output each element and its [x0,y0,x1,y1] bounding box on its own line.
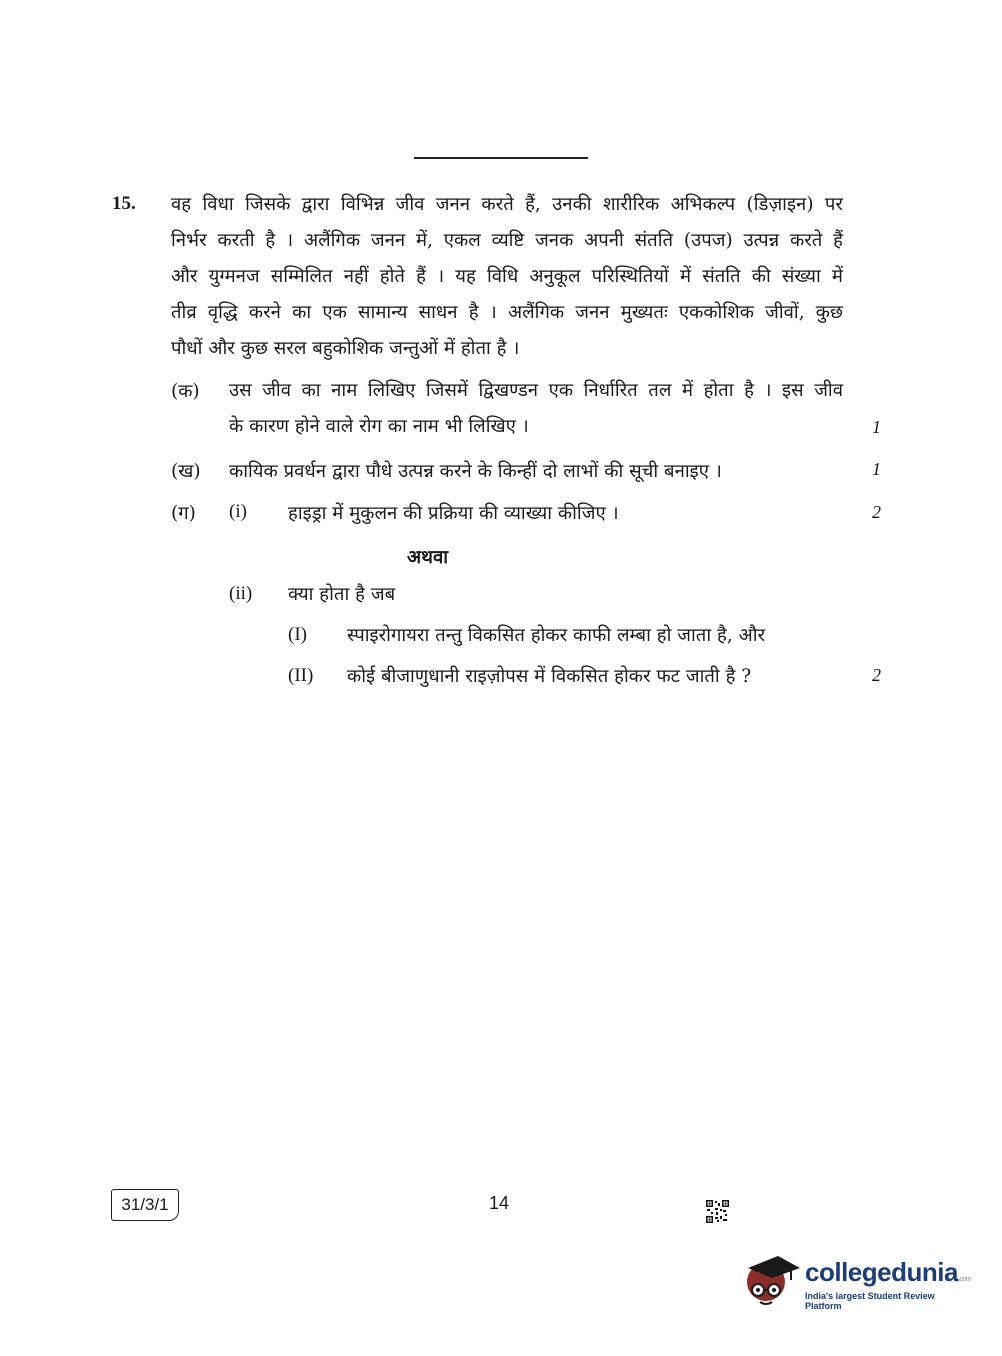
part-c-i-label: (i) [229,501,247,522]
top-divider [414,157,588,159]
logo-domain: .com [957,1276,972,1283]
part-a-line: के कारण होने वाले रोग का नाम भी लिखिए । [229,416,529,437]
intro-line: निर्भर करती है । अलैंगिक जनन में, एकल व्यष्टि जनक अपनी संतति (उपज) उत्पन्न करते हैं [171,230,843,251]
or-heading: अथवा [407,547,449,568]
part-c-ii-marks: 2 [872,665,881,685]
page-number: 14 [489,1193,510,1213]
intro-line: तीव्र वृद्धि करने का एक सामान्य साधन है । अलैंगिक जनन मुख्यतः एककोशिक जीवों, कुछ [171,302,843,323]
question-intro [171,187,843,367]
part-c-i-text: हाइड्रा में मुकुलन की प्रक्रिया की व्याख्या कीजिए । [288,503,619,524]
part-c-i-marks: 2 [872,502,881,522]
logo-name: collegedunia [805,1257,958,1287]
part-b-text: कायिक प्रवर्धन द्वारा पौधे उत्पन्न करने के किन्हीं दो लाभों की सूची बनाइए । [229,461,722,482]
collegedunia-logo [742,1250,972,1310]
sub-item-label: (I) [288,624,307,645]
part-b-label: (ख) [171,461,201,482]
paper-code: 31/3/1 [111,1189,179,1221]
sub-item-label: (II) [288,665,314,686]
part-a-marks: 1 [872,417,881,437]
qr-code-icon [706,1200,729,1223]
part-c-ii-label: (ii) [229,583,253,604]
mascot-icon [742,1250,802,1310]
intro-line: और युग्मनज सम्मिलित नहीं होते हैं । यह विधि अनुकूल परिस्थितियों में संतति की संख्या में [171,266,843,287]
intro-line: वह विधा जिसके द्वारा विभिन्न जीव जनन करते हैं, उनकी शारीरिक अभिकल्प (डिज़ाइन) पर [171,194,843,215]
question-number: 15. [112,193,136,214]
logo-tagline: India's largest Student Review Platform [805,1291,935,1311]
part-c-label: (ग) [171,503,196,524]
sub-item-text: कोई बीजाणुधानी राइज़ोपस में विकसित होकर फट जाती है ? [347,666,752,687]
part-a-label: (क) [171,381,200,402]
part-a-line: उस जीव का नाम लिखिए जिसमें द्विखण्डन एक निर्धारित तल में होता है । इस जीव [229,380,843,401]
part-b-marks: 1 [872,459,881,479]
part-c-ii-text: क्या होता है जब [288,584,396,605]
part-a-text [229,373,843,445]
sub-item-text: स्पाइरोगायरा तन्तु विकसित होकर काफी लम्बा हो जाता है, और [347,625,766,646]
intro-line: पौधों और कुछ सरल बहुकोशिक जन्तुओं में होता है । [171,338,520,359]
